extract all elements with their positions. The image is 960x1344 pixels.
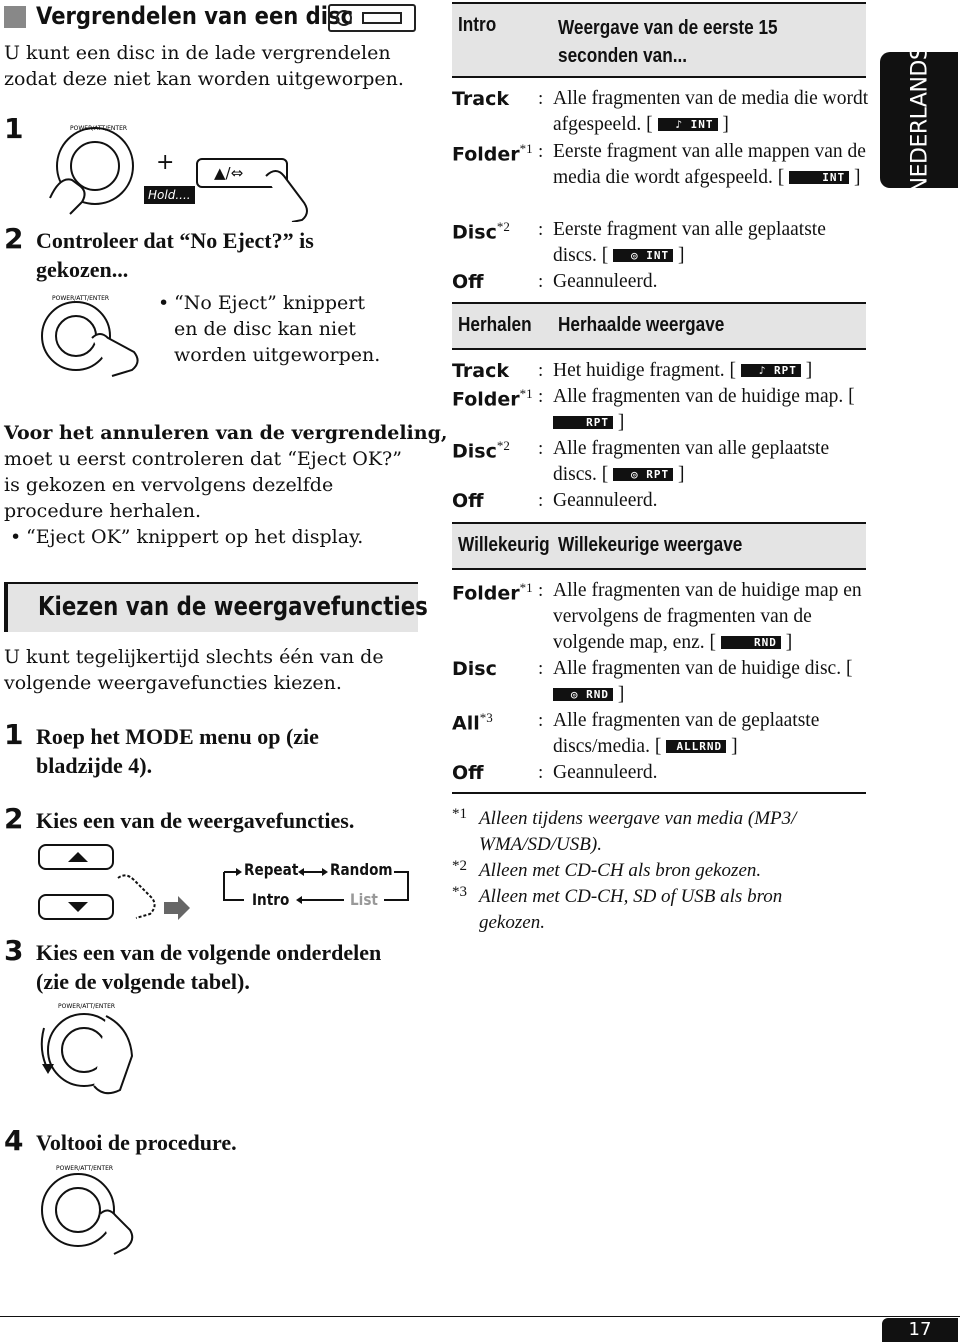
close-bracket: ] [731,736,738,757]
lcd-indicator-icon: RND [721,636,781,649]
language-tab-label: NEDERLANDS [907,46,933,194]
repeat-row-desc [553,488,869,514]
row-desc-text: Geannuleerd. [553,762,658,783]
random-row-label [452,658,497,680]
modes-title: Kiezen van de weergavefuncties [38,592,428,622]
down-arrow-icon [68,902,88,912]
section-marker [4,6,26,28]
intro-row-desc [553,86,869,138]
repeat-row-desc [553,436,869,488]
lcd-indicator-icon: INT [789,171,849,184]
power-knob-illustration-3 [36,1160,146,1264]
up-button[interactable] [38,844,114,870]
row-colon: : [538,360,544,381]
modes-step3-text: Kies een van de volgende onderdelen (zie de volgende tabel). [36,940,382,994]
intro-desc: Weergave van de eerste 15 seconden van... [558,17,778,67]
close-bracket: ] [678,464,685,485]
power-knob-illustration [40,116,140,216]
row-desc-text: Alle fragmenten van de huidige map. [ [553,386,855,407]
row-colon: : [538,271,544,292]
knob-label: POWER/ATT/ENTER [70,125,128,132]
language-tab[interactable] [880,46,958,194]
footnote-text: Alleen tijdens weergave van media (MP3/ WMA/SD/USB). [479,808,797,855]
row-desc-text: Eerste fragment van alle mappen van de media die wordt afgespeeld. [ [553,141,866,188]
lcd-indicator-icon: ALLRND [666,740,726,753]
lock-step2-number: 2 [4,222,24,255]
cancel-text: moet u eerst controleren dat “Eject OK?” is gekozen en vervolgens dezelfde procedure herhalen. [4,448,402,522]
footnote-ref: *1 [519,580,533,595]
close-bracket: ] [617,412,625,433]
lcd-indicator-icon: ♪ INT [658,118,718,131]
row-colon: : [538,490,544,511]
row-desc-text: Het huidige fragment. [ [553,360,737,381]
mode-intro: Intro [252,890,290,909]
row-label-text: Off [452,271,484,293]
disc-tray-icon [328,4,416,32]
repeat-row-label [452,386,533,410]
random-row-label [452,762,484,784]
modes-step1-number: 1 [4,718,24,751]
mode-cycle-diagram [218,856,414,916]
close-bracket: ] [785,632,793,653]
lcd-indicator-icon: ♪ RPT [741,364,801,377]
page-number: 17 [882,1318,958,1342]
footnote-text: Alleen met CD-CH als bron gekozen. [479,860,762,881]
close-bracket: ] [805,360,813,381]
lcd-indicator-icon: RPT [553,416,613,429]
close-bracket: ] [853,167,861,188]
repeat-row-desc [553,358,869,384]
eject-icon: ▲/⇔ [214,164,244,182]
hold-label: Hold.... [144,186,195,204]
modes-step2-number: 2 [4,802,24,835]
repeat-header-rule [452,348,866,350]
row-desc-text: Eerste fragment van alle geplaatste discs. [ [553,219,826,266]
row-desc-text: Alle fragmenten van de huidige disc. [ [553,658,853,679]
row-colon: : [538,710,544,731]
footnote-ref: *3 [479,710,493,725]
random-header-rule [452,568,866,570]
repeat-head: Herhalen [458,314,532,336]
footnote-mark: *1 [452,806,467,822]
intro-head: Intro [458,14,497,36]
row-colon: : [538,88,544,109]
row-label-text: Disc [452,658,497,680]
mode-random: Random [330,860,393,879]
lock-step2-text: Controleer dat “No Eject?” is gekozen... [36,228,314,282]
intro-row-label [452,141,533,165]
finger-icon [262,166,318,226]
row-colon: : [538,386,544,407]
row-label-text: Track [452,360,509,382]
repeat-row-desc [553,384,869,436]
row-desc-text: Geannuleerd. [553,271,658,292]
power-knob-illustration-2 [38,290,148,394]
row-label-text: All [452,712,480,735]
random-desc: Willekeurige weergave [558,534,743,556]
row-label-text: Off [452,762,484,784]
modes-step2-text: Kies een van de weergavefuncties. [36,808,355,833]
repeat-desc: Herhaalde weergave [558,314,725,336]
footnote-ref: *1 [519,141,533,156]
footnote-ref: *1 [519,386,533,401]
knob-label: POWER/ATT/ENTER [52,295,110,302]
intro-row-label [452,271,484,293]
row-label-text: Disc [452,221,497,244]
cancel-bullet: • “Eject OK” knippert op het display. [26,524,406,550]
footnote-text: Alleen met CD-CH, SD of USB als bron gekozen. [479,886,783,933]
repeat-row-label [452,360,509,382]
up-arrow-icon [68,852,88,862]
row-colon: : [538,658,544,679]
modes-step4-number: 4 [4,1124,24,1157]
intro-row-desc [553,217,869,269]
row-label-text: Folder [452,388,520,411]
mode-repeat: Repeat [244,860,299,879]
intro-header-rule [452,76,866,78]
row-desc-text: Geannuleerd. [553,490,658,511]
lcd-indicator-icon: ◎ RPT [613,468,673,481]
table-bottom-rule [452,792,866,794]
modes-step1-text: Roep het MODE menu op (zie bladzijde 4). [36,724,319,778]
row-colon: : [538,762,544,783]
intro-row-label [452,219,510,243]
row-label-text: Folder [452,582,520,605]
lcd-indicator-icon: ◎ INT [613,249,673,262]
intro-row-desc [553,139,869,191]
random-row-desc [553,578,869,656]
random-row-desc [553,760,869,786]
row-colon: : [538,438,544,459]
row-label-text: Disc [452,440,497,463]
modes-step3-number: 3 [4,934,24,967]
mode-list: List [350,890,378,909]
random-row-label [452,710,493,734]
lock-intro: U kunt een disc in de lade vergrendelen zodat deze niet kan worden uitgeworpen. [4,42,404,90]
close-bracket: ] [722,114,729,135]
plus-sign: + [156,150,175,175]
random-row-label [452,580,533,604]
random-row-desc [553,656,869,708]
footnote-mark: *3 [452,884,467,900]
knob-label: POWER/ATT/ENTER [56,1165,114,1172]
close-bracket: ] [678,245,685,266]
close-bracket: ] [617,684,625,705]
row-desc-text: Alle fragmenten van de huidige map en vervolgens de fragmenten van de volgende map, enz. [ [553,580,862,653]
footnote-ref: *2 [496,219,510,234]
intro-row-label [452,88,509,110]
footnote-mark: *2 [452,858,467,874]
footer-rule [0,1316,960,1317]
cancel-heading: Voor het annuleren van de vergrendeling, [4,422,448,444]
modes-intro: U kunt tegelijkertijd slechts één van de volgende weergavefuncties kiezen. [4,646,384,694]
row-desc-text: Alle fragmenten van de geplaatste discs/media. [ [553,710,820,757]
lock-title: Vergrendelen van een disc [36,2,354,30]
random-head: Willekeurig [458,534,550,556]
random-row-desc [553,708,869,760]
row-label-text: Folder [452,143,520,166]
repeat-row-label [452,438,510,462]
row-label-text: Off [452,490,484,512]
finger-press-icon [112,872,192,926]
row-colon: : [538,141,544,162]
lock-step2-bullet: • “No Eject” knippert en de disc kan niet worden uitgeworpen. [174,290,394,368]
intro-row-desc [553,269,869,295]
down-button[interactable] [38,894,114,920]
row-colon: : [538,580,544,601]
footnote-ref: *2 [496,438,510,453]
row-colon: : [538,219,544,240]
lock-step1-number: 1 [4,112,24,145]
knob-label: POWER/ATT/ENTER [58,1003,116,1010]
row-desc-text: Alle fragmenten van de media die wordt afgespeeld. [ [553,88,869,135]
lcd-indicator-icon: ◎ RND [553,688,613,701]
rotate-knob-illustration [34,998,144,1102]
repeat-row-label [452,490,484,512]
row-desc-text: Alle fragmenten van alle geplaatste discs. [ [553,438,830,485]
row-label-text: Track [452,88,509,110]
modes-step4-text: Voltooi de procedure. [36,1130,237,1155]
